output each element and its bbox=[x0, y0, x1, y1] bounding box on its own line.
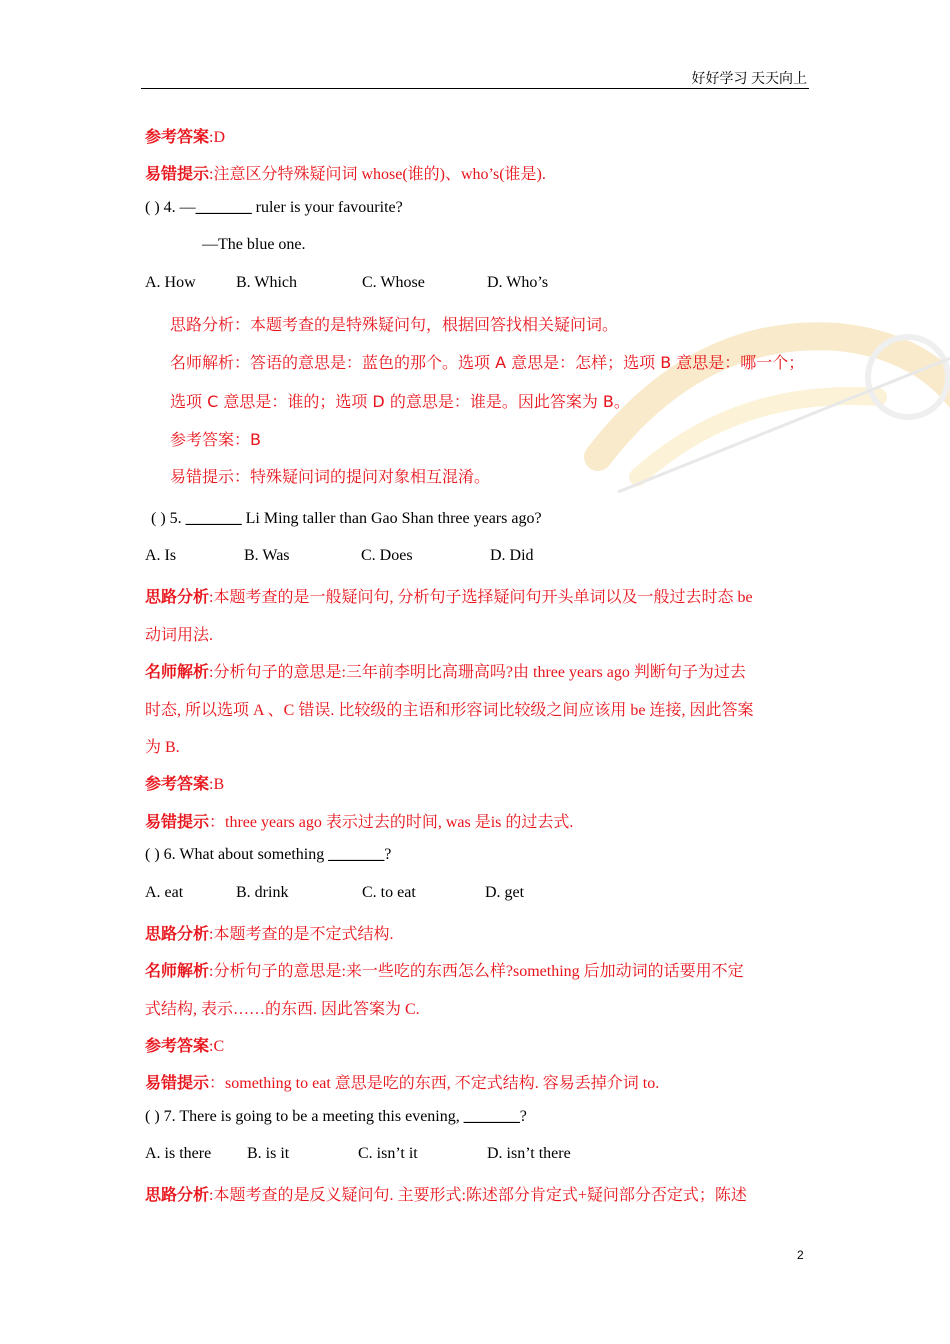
option-a: A. How bbox=[145, 274, 196, 291]
option-b: B. is it bbox=[247, 1145, 290, 1162]
q6-options bbox=[145, 884, 645, 904]
option-d: D. Who’s bbox=[487, 274, 549, 291]
option-c: C. Whose bbox=[362, 274, 425, 291]
option-c: C. to eat bbox=[362, 884, 416, 901]
q7-options bbox=[145, 1145, 645, 1165]
option-c: C. isn’t it bbox=[358, 1145, 418, 1162]
q6-tip: 易错提示：something to eat 意思是吃的东西, 不定式结构. 容易丢掉介词 to. bbox=[145, 1075, 660, 1092]
header-slogan: 好好学习 天天向上 bbox=[691, 72, 807, 87]
option-a: A. is there bbox=[145, 1145, 212, 1162]
page-header bbox=[141, 66, 809, 89]
option-b: B. drink bbox=[236, 884, 289, 901]
img-analysis: 思路分析：本题考查的是特殊疑问句，根据回答找相关疑问词。 bbox=[170, 315, 619, 334]
img-tip: 易错提示：特殊疑问词的提问对象相互混淆。 bbox=[170, 467, 491, 486]
embedded-analysis-image bbox=[168, 305, 836, 500]
q4-question: ( ) 4. —_______ ruler is your favourite? bbox=[145, 199, 403, 216]
img-explain-2: 选项 C 意思是：谁的；选项 D 的意思是：谁是。因此答案为 B。 bbox=[170, 392, 630, 411]
q5-tip: 易错提示：three years ago 表示过去的时间, was 是is 的过去式. bbox=[145, 814, 574, 831]
q4-reply: —The blue one. bbox=[202, 236, 306, 253]
q6-explain-cont: 式结构, 表示……的东西. 因此答案为 C. bbox=[145, 1001, 420, 1018]
q5-analysis-cont: 动词用法. bbox=[145, 627, 214, 644]
q4-options bbox=[145, 274, 645, 294]
q7-analysis: 思路分析:本题考查的是反义疑问句. 主要形式:陈述部分肯定式+疑问部分否定式；陈述 bbox=[145, 1187, 747, 1204]
option-b: B. Was bbox=[244, 547, 290, 564]
q3-tip: 易错提示:注意区分特殊疑问词 whose(谁的)、who’s(谁是). bbox=[145, 166, 546, 183]
q5-explain-cont-1: 时态, 所以选项 A 、C 错误. 比较级的主语和形容词比较级之间应该用 be 连接, 因此答案 bbox=[145, 702, 754, 719]
q5-question: ( ) 5. _______ Li Ming taller than Gao Shan three years ago? bbox=[151, 510, 542, 527]
option-b: B. Which bbox=[236, 274, 298, 291]
option-d: D. isn’t there bbox=[487, 1145, 571, 1162]
option-d: D. Did bbox=[490, 547, 534, 564]
img-explain-1: 名师解析：答语的意思是：蓝色的那个。选项 A 意思是：怎样；选项 B 意思是：哪一个； bbox=[170, 353, 805, 372]
option-a: A. Is bbox=[145, 547, 177, 564]
option-c: C. Does bbox=[361, 547, 413, 564]
q5-answer: 参考答案:B bbox=[145, 776, 225, 793]
page-number: 2 bbox=[797, 1248, 804, 1262]
q3-answer: 参考答案:D bbox=[145, 129, 226, 146]
q6-analysis: 思路分析:本题考查的是不定式结构. bbox=[145, 926, 394, 943]
option-a: A. eat bbox=[145, 884, 184, 901]
q5-options bbox=[145, 547, 645, 567]
q5-explain-cont-2: 为 B. bbox=[145, 739, 180, 756]
q6-explain: 名师解析:分析句子的意思是:来一些吃的东西怎么样?something 后加动词的话要用不定 bbox=[145, 963, 744, 980]
img-answer: 参考答案：B bbox=[170, 430, 261, 449]
option-d: D. get bbox=[485, 884, 525, 901]
q7-question: ( ) 7. There is going to be a meeting this evening, _______? bbox=[145, 1108, 527, 1125]
q6-answer: 参考答案:C bbox=[145, 1038, 225, 1055]
q6-question: ( ) 6. What about something _______? bbox=[145, 846, 392, 863]
q5-analysis: 思路分析:本题考查的是一般疑问句, 分析句子选择疑问句开头单词以及一般过去时态 be bbox=[145, 589, 753, 606]
q5-explain: 名师解析:分析句子的意思是:三年前李明比高珊高吗?由 three years ago 判断句子为过去 bbox=[145, 664, 746, 681]
watermark-logo bbox=[578, 307, 950, 497]
